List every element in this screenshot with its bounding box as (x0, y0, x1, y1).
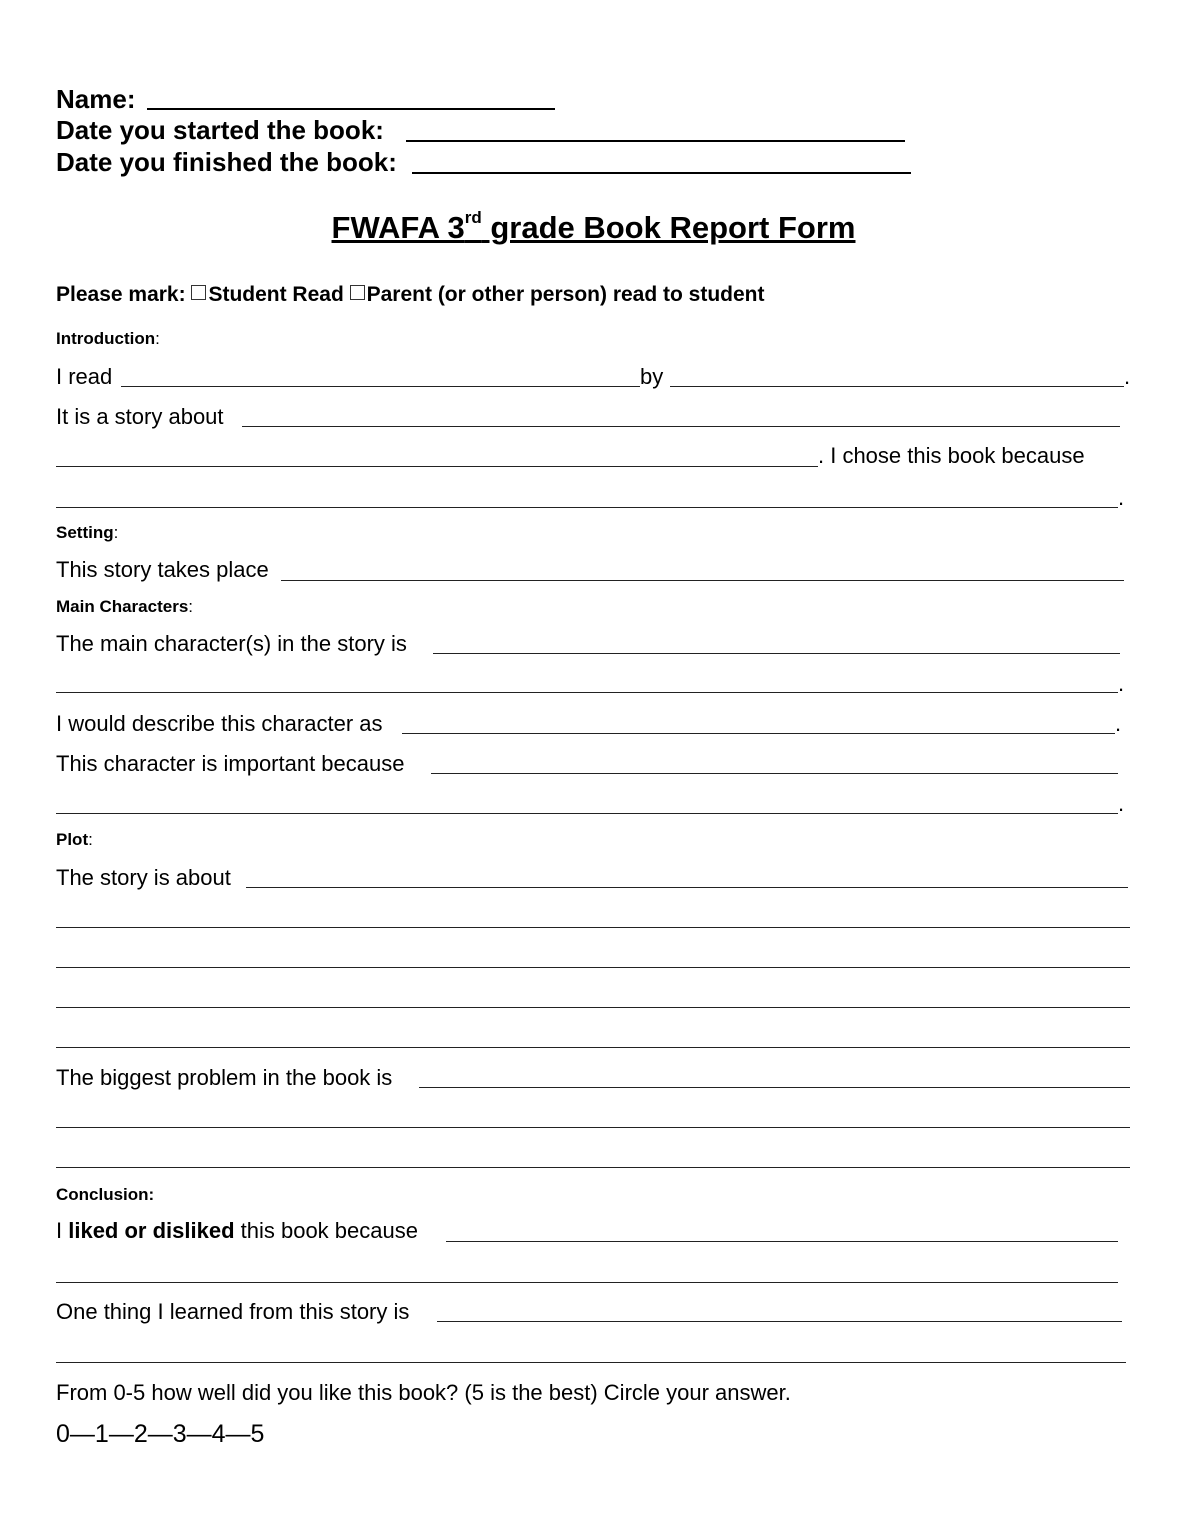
problem-field-3[interactable] (56, 1167, 1130, 1168)
section-heading-plot: Plot: (56, 830, 93, 849)
name-field[interactable] (147, 108, 555, 110)
story-about-field[interactable] (242, 426, 1120, 427)
separator: — (69, 1420, 95, 1448)
period: . (1118, 791, 1125, 816)
important-because-field[interactable] (431, 773, 1118, 774)
title-suffix: grade Book Report Form (481, 210, 856, 245)
rating-option-1[interactable]: 1 (94, 1420, 109, 1448)
rating-option-2[interactable]: 2 (133, 1420, 148, 1448)
story-about-field-cont[interactable] (56, 466, 818, 467)
takes-place-field[interactable] (281, 580, 1124, 581)
rating-scale (56, 1420, 264, 1449)
parent-read-label: Parent (or other person) read to student (366, 283, 765, 306)
date-started-field[interactable] (406, 140, 905, 142)
main-character-label: The main character(s) in the story is (56, 631, 407, 656)
period: . (1118, 485, 1125, 510)
rating-option-4[interactable]: 4 (211, 1420, 226, 1448)
section-heading-setting: Setting: (56, 523, 119, 542)
please-mark-label: Please mark: (56, 283, 186, 306)
student-read-label: Student Read (208, 283, 344, 306)
plot-field-5[interactable] (56, 1047, 1130, 1048)
parent-read-checkbox[interactable] (350, 285, 365, 300)
date-started-label: Date you started the book: (56, 115, 384, 145)
rating-option-0[interactable]: 0 (56, 1420, 70, 1448)
separator: — (225, 1420, 251, 1448)
story-is-about-label: The story is about (56, 865, 231, 890)
section-heading-main-characters: Main Characters: (56, 597, 194, 616)
takes-place-label: This story takes place (56, 557, 269, 582)
separator: — (186, 1420, 212, 1448)
rating-option-5[interactable]: 5 (250, 1420, 265, 1448)
date-finished-field[interactable] (412, 172, 911, 174)
period: . (1115, 711, 1122, 736)
by-label: by (640, 364, 664, 389)
story-about-label: It is a story about (56, 404, 224, 429)
separator: — (108, 1420, 134, 1448)
book-title-field[interactable] (121, 386, 640, 387)
student-read-checkbox[interactable] (191, 285, 206, 300)
main-character-field-cont[interactable] (56, 692, 1118, 693)
section-heading-conclusion: Conclusion: (56, 1185, 155, 1204)
liked-label: I liked or disliked this book because (56, 1218, 418, 1243)
describe-as-label: I would describe this character as (56, 711, 383, 736)
plot-field-4[interactable] (56, 1007, 1130, 1008)
separator: — (147, 1420, 173, 1448)
page-title (0, 207, 1187, 246)
author-field[interactable] (670, 386, 1124, 387)
date-finished-label: Date you finished the book: (56, 147, 397, 177)
plot-field-1[interactable] (246, 887, 1128, 888)
title-prefix: FWAFA 3 (331, 210, 465, 245)
chose-because-label: . I chose this book because (818, 443, 1085, 468)
period: . (1118, 671, 1125, 696)
i-read-label: I read (56, 364, 113, 389)
main-character-field[interactable] (433, 653, 1120, 654)
problem-field-2[interactable] (56, 1127, 1130, 1128)
plot-field-2[interactable] (56, 927, 1130, 928)
liked-because-field-cont[interactable] (56, 1282, 1118, 1283)
chose-because-field[interactable] (56, 507, 1118, 508)
describe-as-field[interactable] (402, 733, 1115, 734)
plot-field-3[interactable] (56, 967, 1130, 968)
period: . (1124, 364, 1131, 389)
title-superscript: rd (464, 207, 482, 227)
important-because-label: This character is important because (56, 751, 405, 776)
rating-prompt: From 0-5 how well did you like this book? (5 is the best) Circle your answer. (56, 1380, 791, 1405)
learned-field-cont[interactable] (56, 1362, 1126, 1363)
important-because-field-cont[interactable] (56, 813, 1118, 814)
biggest-problem-label: The biggest problem in the book is (56, 1065, 393, 1090)
name-label: Name: (56, 84, 136, 114)
learned-field[interactable] (437, 1321, 1122, 1322)
section-heading-introduction: Introduction: (56, 329, 160, 348)
learned-label: One thing I learned from this story is (56, 1299, 410, 1324)
problem-field-1[interactable] (419, 1087, 1130, 1088)
liked-because-field[interactable] (446, 1241, 1118, 1242)
please-mark-row (56, 283, 765, 307)
rating-option-3[interactable]: 3 (172, 1420, 187, 1448)
